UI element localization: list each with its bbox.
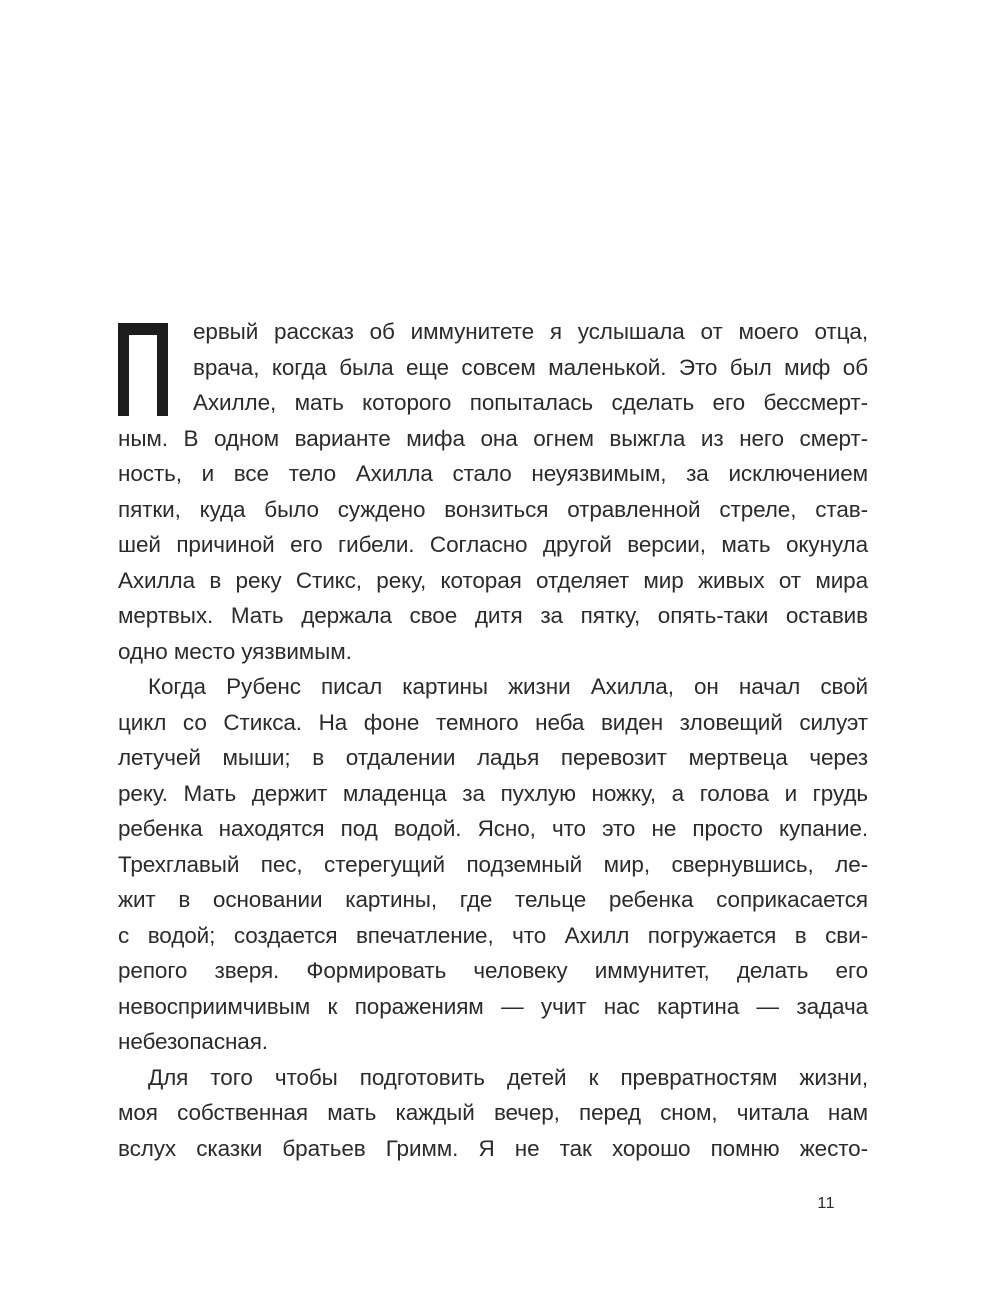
text-line: шей причиной его гибели. Согласно другой версии, мать окунула (118, 532, 868, 557)
text-line: невосприимчивым к поражениям — учит нас картина — задача (118, 993, 868, 1019)
text-block (118, 314, 868, 1166)
text-line: мертвых. Мать держала свое дитя за пятку, опять-таки оставив (118, 603, 868, 628)
text-line: Ахилла в реку Стикс, реку, которая отделяет мир живых от мира (118, 567, 868, 593)
text-line: врача, когда была еще совсем маленькой. Это был миф об (193, 354, 868, 380)
page-number: 11 (817, 1195, 835, 1212)
text-line: Когда Рубенс писал картины жизни Ахилла, он начал свой (148, 674, 868, 699)
text-line: летучей мыши; в отдалении ладья перевозит мертвеца через (118, 745, 868, 770)
text-line: одно место уязвимым. (118, 638, 352, 664)
text-line: Трехглавый пес, стерегущий подземный мир, свернувшись, ле- (118, 851, 868, 877)
text-line: ным. В одном варианте мифа она огнем выжгла из него смерт- (118, 425, 868, 451)
paragraph (118, 669, 868, 1060)
drop-cap-letter (118, 314, 119, 315)
drop-cap (118, 314, 168, 420)
text-line: цикл со Стикса. На фоне темного неба виден зловещий силуэт (118, 709, 868, 735)
text-line: реку. Мать держит младенца за пухлую ножку, а голова и грудь (118, 780, 868, 806)
text-line: Для того чтобы подготовить детей к превратностям жизни, (148, 1064, 868, 1090)
text-line: вслух сказки братьев Гримм. Я не так хорошо помню жесто- (118, 1135, 868, 1161)
text-line: пятки, куда было суждено вонзиться отравленной стреле, став- (118, 496, 868, 522)
text-line: ребенка находятся под водой. Ясно, что это не просто купание. (118, 816, 868, 841)
text-line: небезопасная. (118, 1029, 268, 1054)
paragraph (118, 1060, 868, 1167)
text-line: репого зверя. Формировать человеку иммунитет, делать его (118, 958, 868, 983)
drop-cap-glyph (118, 323, 168, 416)
text-line: Ахилле, мать которого попыталась сделать его бессмерт- (193, 390, 868, 415)
text-line: ность, и все тело Ахилла стало неуязвимым, за исключением (118, 461, 868, 486)
text-line: моя собственная мать каждый вечер, перед сном, читала нам (118, 1100, 868, 1125)
text-line: с водой; создается впечатление, что Ахилл погружается в сви- (118, 922, 868, 948)
paragraph (118, 314, 868, 669)
text-line: ервый рассказ об иммунитете я услышала от моего отца, (193, 319, 868, 344)
text-line: жит в основании картины, где тельце ребенка соприкасается (118, 887, 868, 912)
